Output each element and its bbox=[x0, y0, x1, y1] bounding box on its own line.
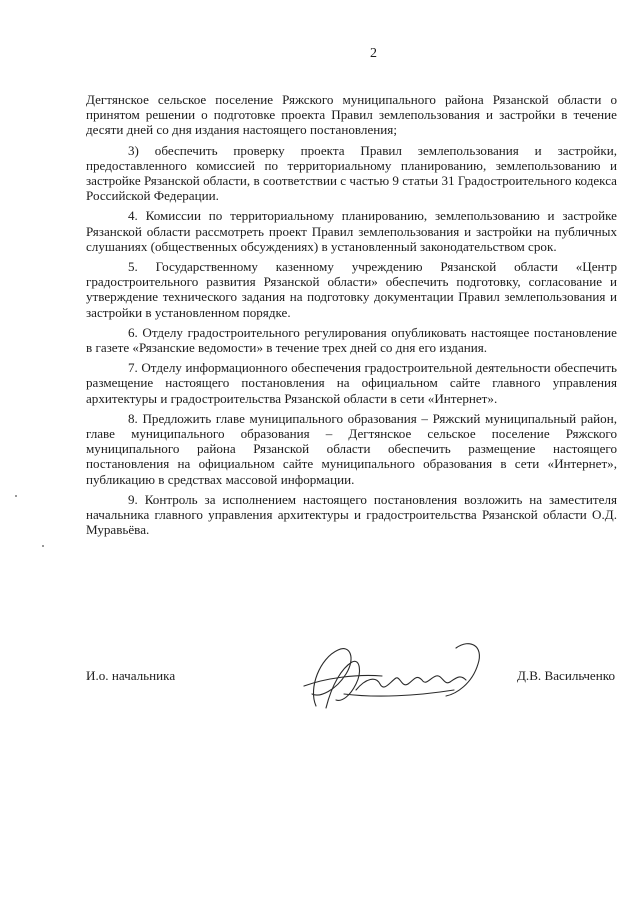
paragraph-continuation: Дегтянское сельское поселение Ряжского муниципального района Рязанской области о принятом решении о подготовке проекта Правил землепользования и застройки в течение десяти дней со дня издания настоящего постановления; bbox=[86, 92, 617, 138]
signer-position: И.о. начальника bbox=[86, 668, 176, 683]
paragraph-item-5: 5. Государственному казенному учреждению Рязанской области «Центр градостроительного развития Рязанской области» обеспечить подготовку, согласование и утверждение технического задания на подготовку документации Правил землепользования и застройки в установленном порядке. bbox=[86, 259, 617, 320]
paragraph-item-4: 4. Комиссии по территориальному планированию, землепользованию и застройке Рязанской области рассмотреть проект Правил землепользования и застройки на публичных слушаниях (общественных обсуждениях) в установленный законодательством срок. bbox=[86, 208, 617, 254]
paragraph-item-6: 6. Отделу градостроительного регулирования опубликовать настоящее постановление в газете «Рязанские ведомости» в течение трех дней со дня его издания. bbox=[86, 324, 617, 356]
document-body bbox=[86, 92, 617, 542]
paragraph-item-3: 3) обеспечить проверку проекта Правил землепользования и застройки, предоставленного комиссией по территориальному планированию, землепользованию и застройке Рязанской области, в соответствии с частью 9 статьи 31 Градостроительного кодекса Российской Федерации. bbox=[86, 142, 617, 204]
scan-speck bbox=[15, 495, 17, 497]
handwritten-signature bbox=[286, 628, 496, 723]
page-number: 2 bbox=[370, 46, 377, 61]
scan-speck bbox=[42, 545, 44, 547]
signer-name: Д.В. Васильченко bbox=[516, 668, 615, 683]
paragraph-item-9: 9. Контроль за исполнением настоящего постановления возложить на заместителя начальника главного управления архитектуры и градостроительства Рязанской области О.Д. Муравьёва. bbox=[86, 491, 617, 538]
paragraph-item-7: 7. Отделу информационного обеспечения градостроительной деятельности обеспечить размещение настоящего постановления на официальном сайте главного управления архитектуры и градостроительства Рязанской области в сети «Интернет». bbox=[86, 360, 617, 406]
paragraph-item-8: 8. Предложить главе муниципального образования – Ряжский муниципальный район, главе муниципального образования – Дегтянское сельское поселение Ряжского муниципального района Рязанской области обеспечить размещение настоящего постановления на официальном сайте муниципального образования в сети «Интернет», публикацию в средствах массовой информации. bbox=[86, 410, 617, 487]
signature-block bbox=[86, 668, 617, 728]
